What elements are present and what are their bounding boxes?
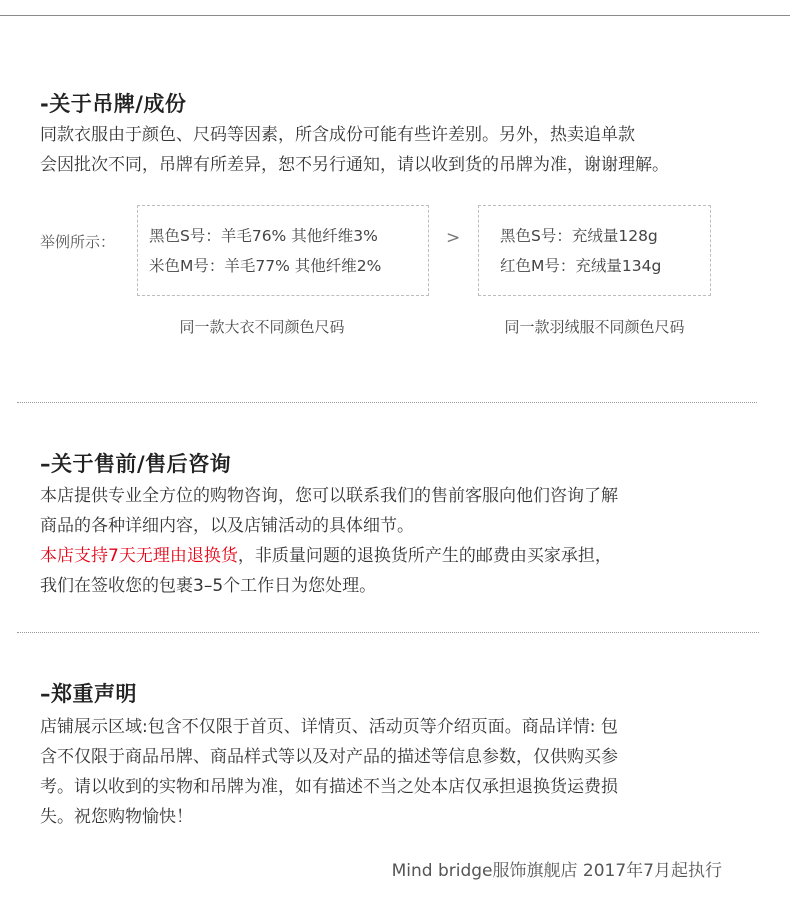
store-footer: Mind bridge服饰旗舰店 2017年7月起执行 <box>391 861 722 881</box>
down-jacket-example-box <box>478 205 711 296</box>
coat-example-line-1: 黑色S号：羊毛76% 其他纤维3% <box>149 227 378 245</box>
coat-example-box <box>137 205 429 296</box>
service-line-2: 商品的各种详细内容，以及店铺活动的具体细节。 <box>40 516 414 536</box>
down-jacket-example-caption: 同一款羽绒服不同颜色尺码 <box>504 318 685 336</box>
top-divider <box>0 15 790 16</box>
arrow-icon: > <box>446 228 461 248</box>
return-policy-highlight: 本店支持7天无理由退换货 <box>40 546 238 566</box>
statement-line-2: 含不仅限于商品吊牌、商品样式等以及对产品的描述等信息参数，仅供购买参 <box>40 747 618 767</box>
statement-section-heading: –郑重声明 <box>40 682 137 706</box>
tag-section-line-2: 会因批次不同，吊牌有所差异，恕不另行通知，请以收到货的吊牌为准，谢谢理解。 <box>40 155 669 175</box>
service-line-1: 本店提供专业全方位的购物咨询，您可以联系我们的售前客服向他们咨询了解 <box>40 486 618 506</box>
statement-line-1: 店铺展示区域:包含不仅限于首页、详情页、活动页等介绍页面。商品详情: 包 <box>40 717 618 737</box>
tag-section-line-1: 同款衣服由于颜色、尺码等因素，所含成份可能有些许差别。另外，热卖追单款 <box>40 125 635 145</box>
down-jacket-example-line-1: 黑色S号：充绒量128g <box>500 227 658 245</box>
example-label: 举例所示： <box>40 233 116 251</box>
statement-line-4: 失。祝您购物愉快！ <box>40 807 193 827</box>
tag-section-heading: -关于吊牌/成份 <box>40 92 187 116</box>
section-divider-1 <box>17 402 757 403</box>
return-policy-rest: ，非质量问题的退换货所产生的邮费由买家承担， <box>237 546 612 566</box>
service-line-4: 我们在签收您的包裹3–5个工作日为您处理。 <box>40 576 377 596</box>
down-jacket-example-line-2: 红色M号：充绒量134g <box>500 257 662 275</box>
service-line-3 <box>40 541 612 571</box>
coat-example-line-2: 米色M号：羊毛77% 其他纤维2% <box>149 257 382 275</box>
coat-example-caption: 同一款大衣不同颜色尺码 <box>179 318 345 336</box>
service-section-heading: –关于售前/售后咨询 <box>40 452 232 476</box>
section-divider-2 <box>17 632 759 633</box>
statement-line-3: 考。请以收到的实物和吊牌为准，如有描述不当之处本店仅承担退换货运费损 <box>40 777 618 797</box>
